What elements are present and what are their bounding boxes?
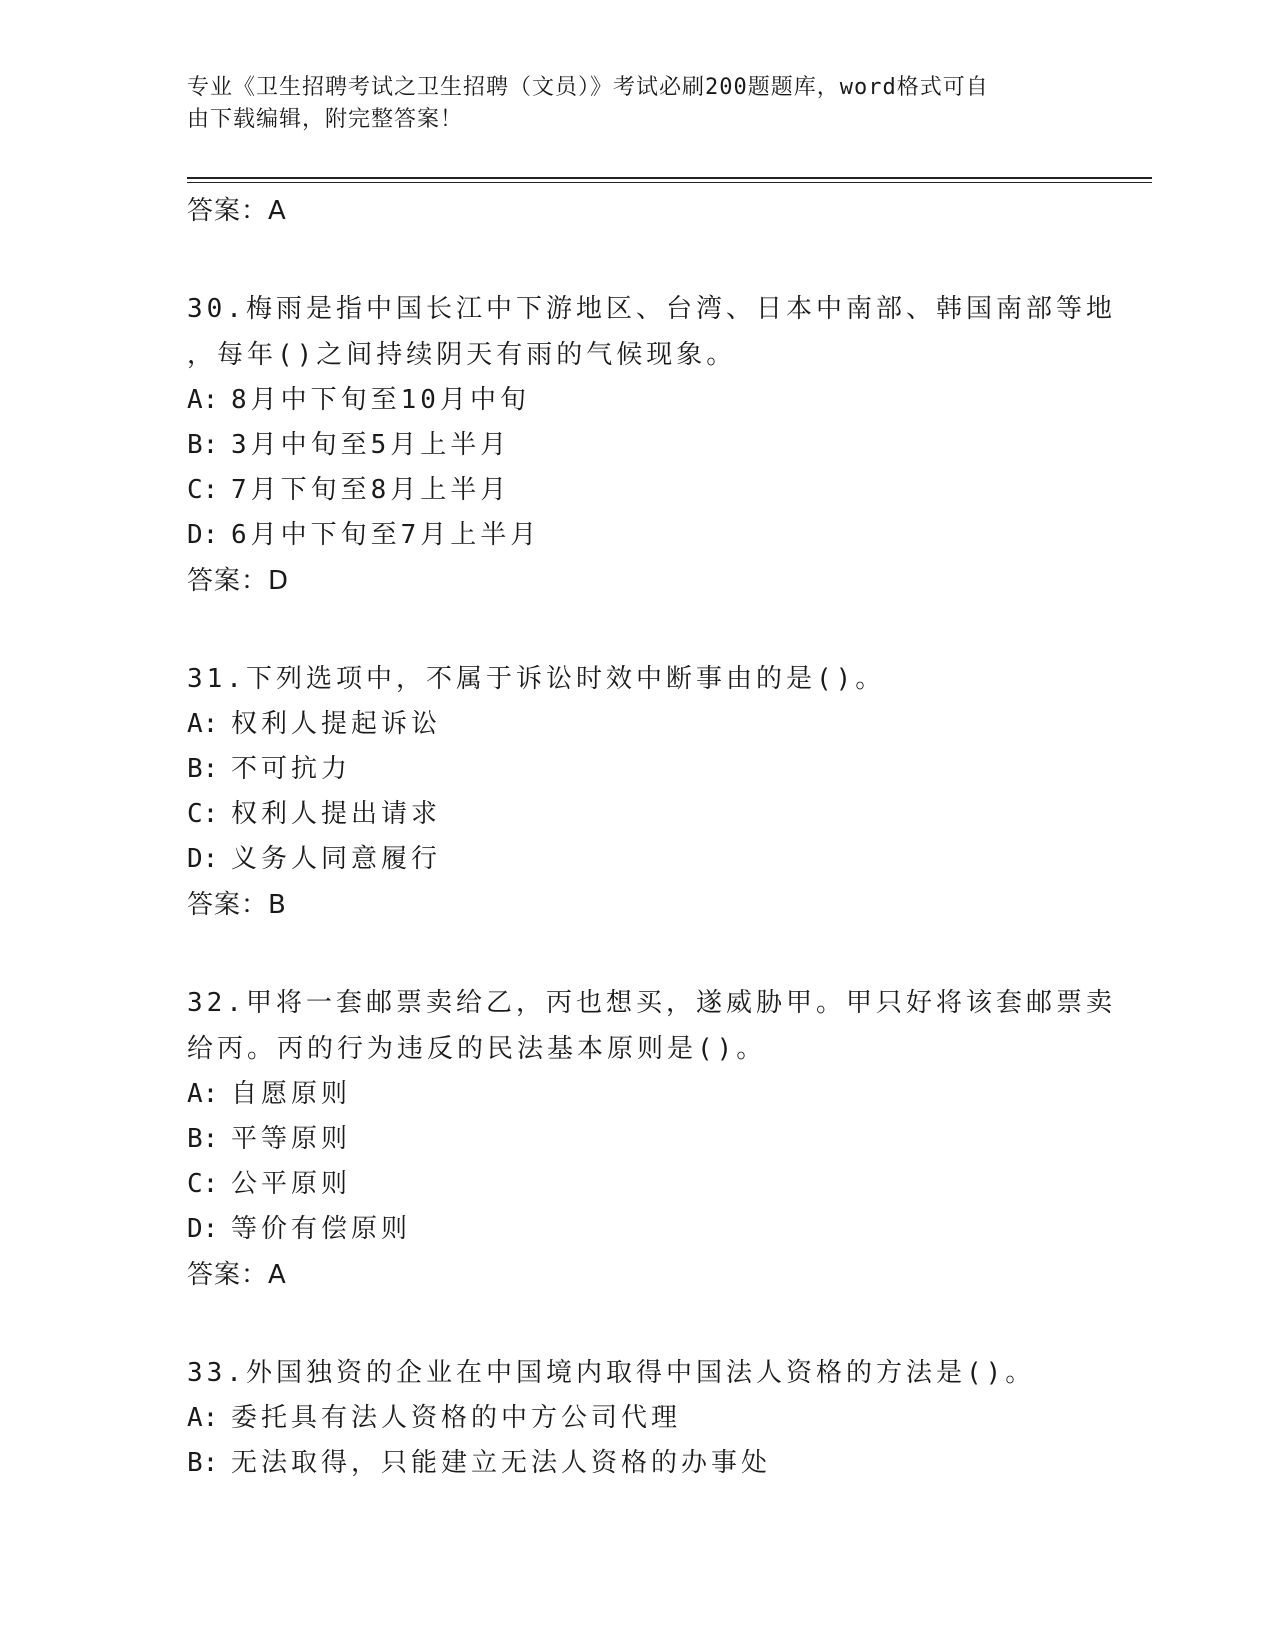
header-rule xyxy=(187,177,1152,179)
option-letter: D: xyxy=(187,1214,219,1244)
question-text: 33.外国独资的企业在中国境内取得中国法人资格的方法是()。 xyxy=(187,1358,1036,1388)
question-block xyxy=(187,1350,1087,1486)
option-item xyxy=(187,423,1087,468)
option-item xyxy=(187,378,1087,423)
question-text: 32.甲将一套邮票卖给乙，丙也想买，遂威胁甲。甲只好将该套邮票卖 xyxy=(187,988,1116,1018)
answer-line: 答案：A xyxy=(187,196,287,226)
option-text: 自愿原则 xyxy=(231,1079,352,1109)
question-text: 31.下列选项中，不属于诉讼时效中断事由的是()。 xyxy=(187,664,886,694)
option-letter: A: xyxy=(187,385,219,415)
option-letter: B: xyxy=(187,1124,219,1154)
option-letter: A: xyxy=(187,709,219,739)
header-line-2: 由下载编辑，附完整答案！ xyxy=(187,107,464,132)
option-text: 平等原则 xyxy=(231,1124,352,1154)
option-item xyxy=(187,1207,1087,1252)
option-letter: C: xyxy=(187,799,219,829)
answer-line: 答案：B xyxy=(187,890,287,920)
question-spacer xyxy=(187,928,1087,980)
question-text: 30.梅雨是指中国长江中下游地区、台湾、日本中南部、韩国南部等地 xyxy=(187,294,1116,324)
question-spacer xyxy=(187,1298,1087,1350)
question-spacer xyxy=(187,234,1087,286)
option-letter: C: xyxy=(187,475,219,505)
header-line-1: 专业《卫生招聘考试之卫生招聘（文员）》考试必刷200题题库，word格式可自 xyxy=(187,75,989,100)
option-item xyxy=(187,792,1087,837)
question-text: ，每年()之间持续阴天有雨的气候现象。 xyxy=(187,340,737,370)
question-spacer xyxy=(187,604,1087,656)
option-item xyxy=(187,747,1087,792)
option-text: 6月中下旬至7月上半月 xyxy=(231,520,541,550)
option-letter: D: xyxy=(187,520,219,550)
option-letter: B: xyxy=(187,754,219,784)
answer-line: 答案：D xyxy=(187,566,290,596)
option-item xyxy=(187,702,1087,747)
option-text: 3月中旬至5月上半月 xyxy=(231,430,511,460)
document-header xyxy=(187,72,1067,136)
header-rule-thin xyxy=(187,182,1152,183)
option-text: 无法取得，只能建立无法人资格的办事处 xyxy=(231,1448,772,1478)
option-text: 8月中下旬至10月中旬 xyxy=(231,385,530,415)
question-block xyxy=(187,980,1116,1298)
option-text: 等价有偿原则 xyxy=(231,1214,412,1244)
option-letter: A: xyxy=(187,1079,219,1109)
option-item xyxy=(187,513,1087,558)
option-item xyxy=(187,1162,1087,1207)
option-letter: B: xyxy=(187,430,219,460)
option-item xyxy=(187,1117,1087,1162)
option-text: 义务人同意履行 xyxy=(231,844,442,874)
option-text: 公平原则 xyxy=(231,1169,352,1199)
option-item xyxy=(187,1396,1087,1441)
option-item xyxy=(187,1072,1087,1117)
question-block xyxy=(187,656,1087,928)
option-text: 权利人提出请求 xyxy=(231,799,442,829)
option-item xyxy=(187,1441,1087,1486)
option-text: 委托具有法人资格的中方公司代理 xyxy=(231,1403,682,1433)
option-letter: A: xyxy=(187,1403,219,1433)
question-text: 给丙。丙的行为违反的民法基本原则是()。 xyxy=(187,1034,767,1064)
option-letter: D: xyxy=(187,844,219,874)
question-block xyxy=(187,286,1116,604)
option-item xyxy=(187,468,1087,513)
option-letter: B: xyxy=(187,1448,219,1478)
option-text: 7月下旬至8月上半月 xyxy=(231,475,511,505)
option-text: 不可抗力 xyxy=(231,754,352,784)
option-text: 权利人提起诉讼 xyxy=(231,709,442,739)
question-list xyxy=(187,188,1116,1486)
answer-line: 答案：A xyxy=(187,1260,287,1290)
option-item xyxy=(187,837,1087,882)
option-letter: C: xyxy=(187,1169,219,1199)
